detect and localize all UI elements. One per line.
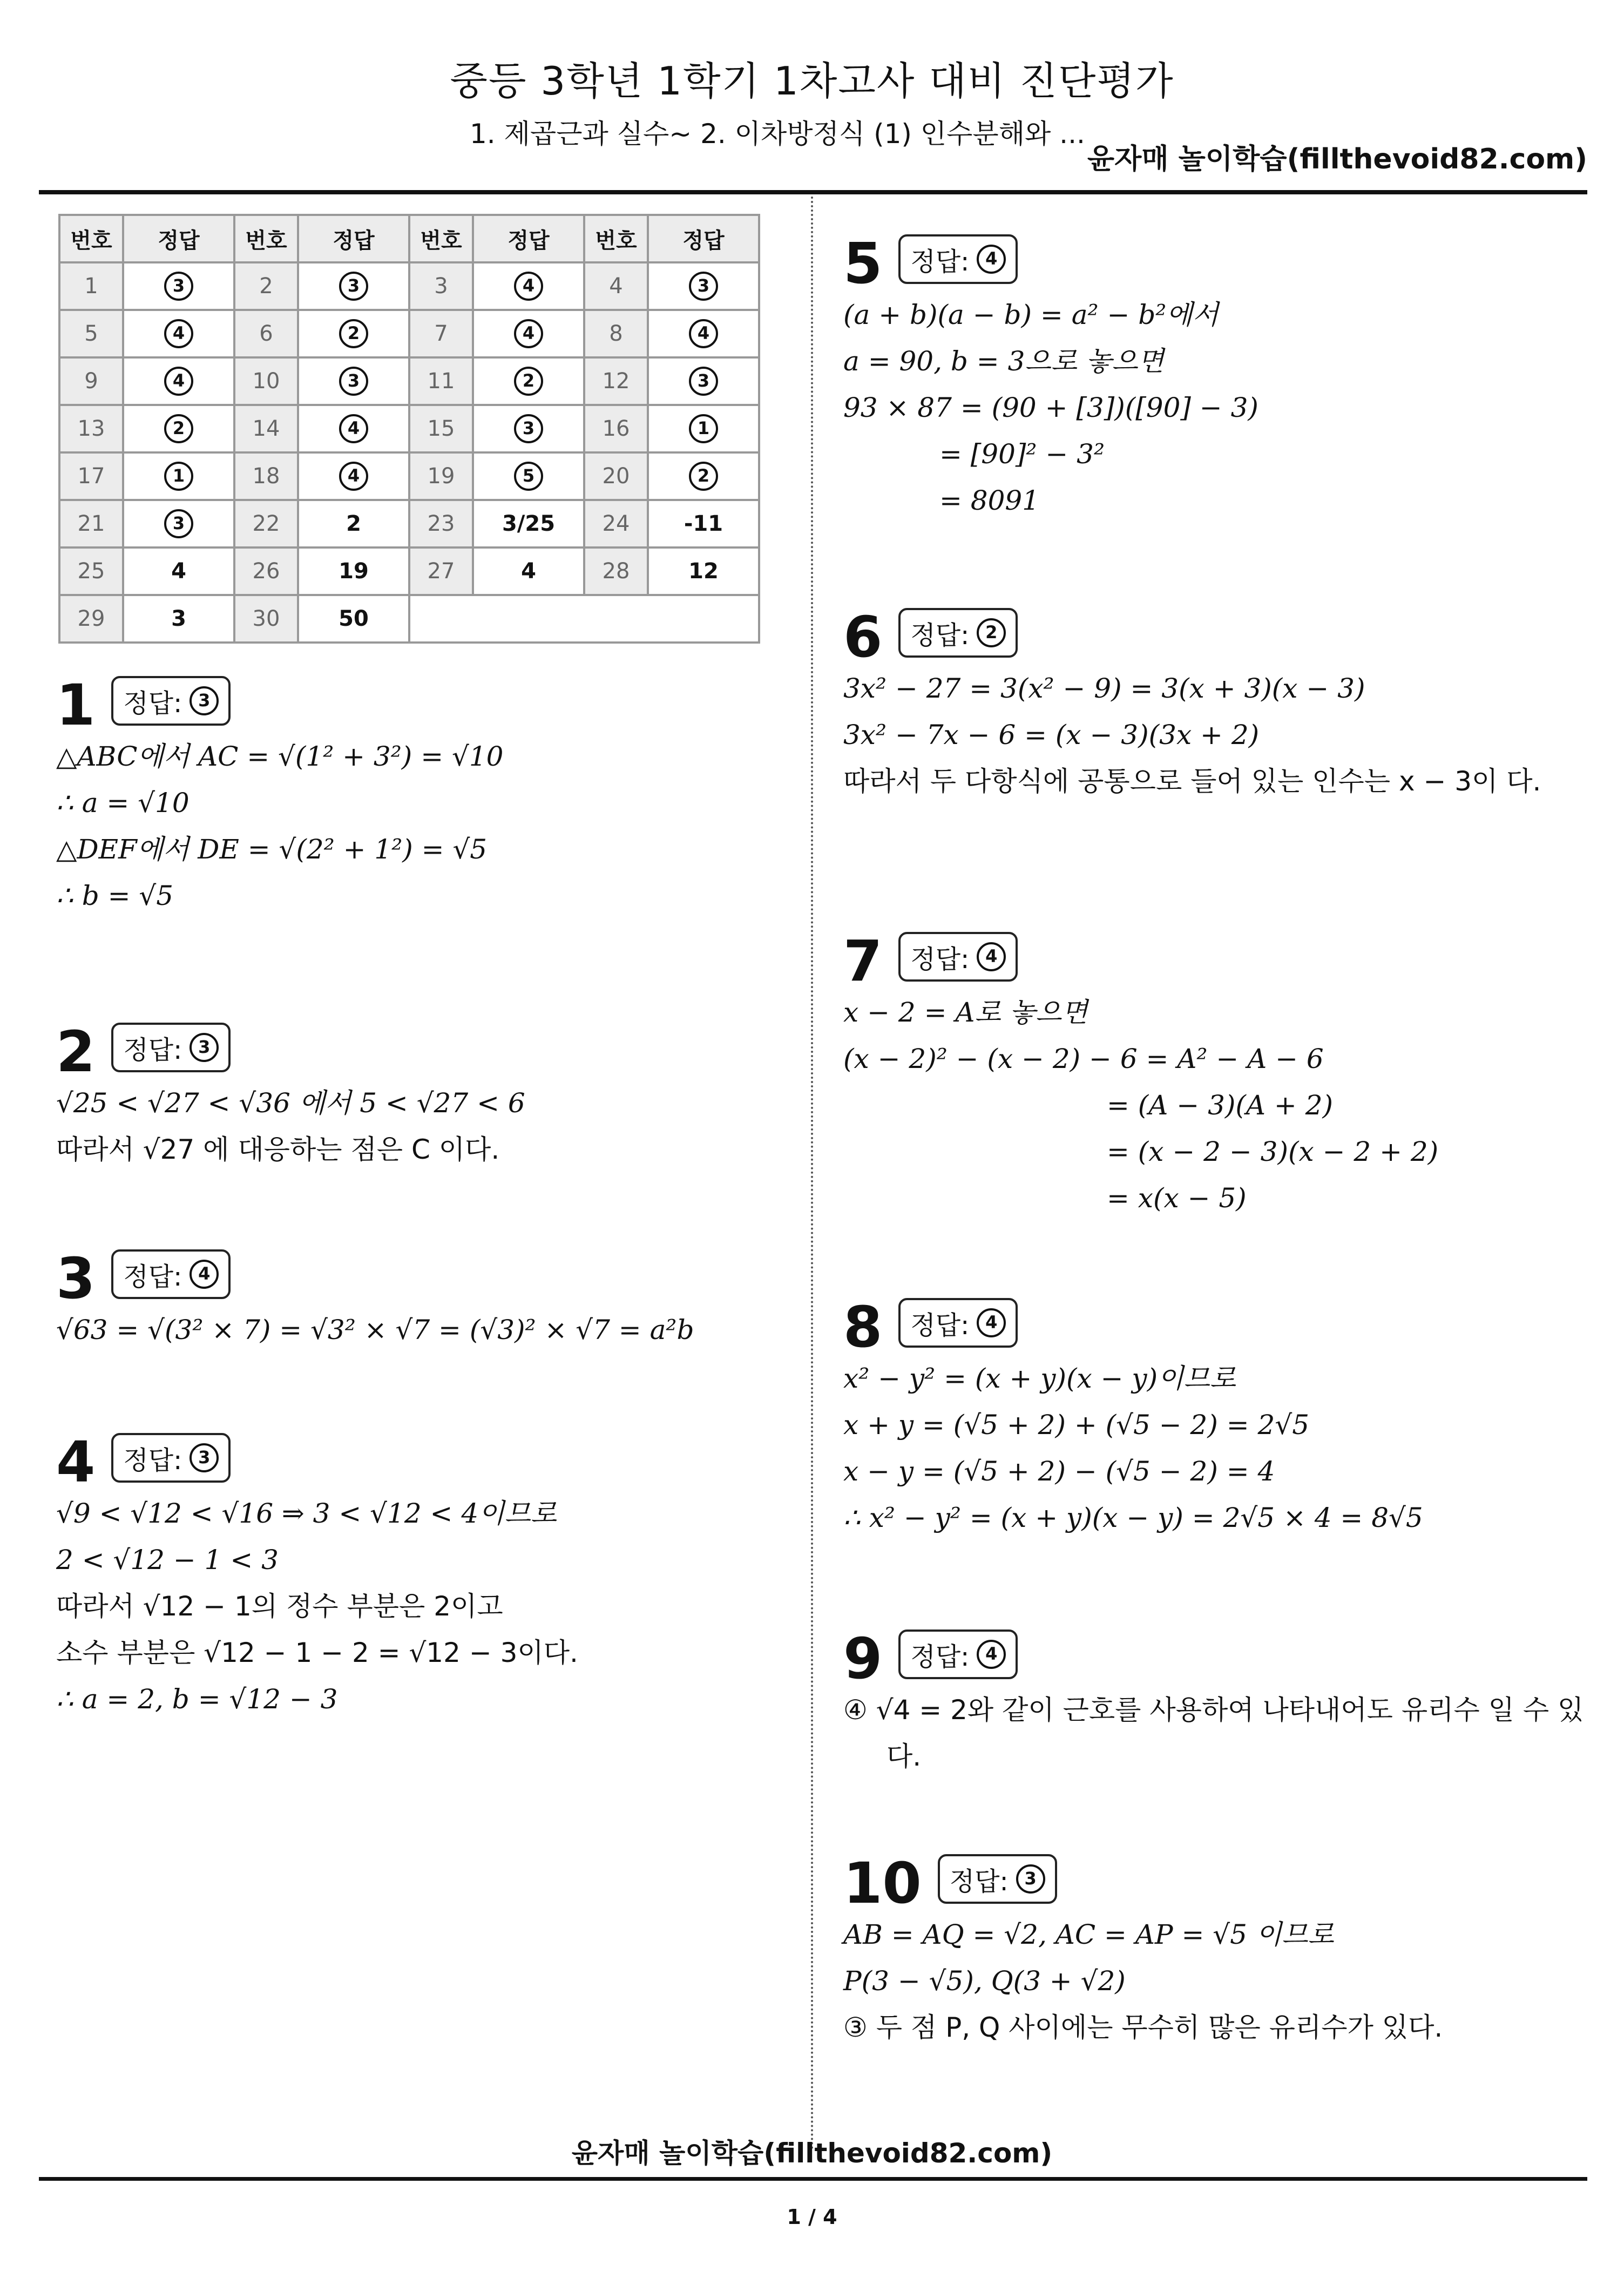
circled-answer: 4 (164, 367, 193, 396)
question-number-cell: 2 (234, 262, 298, 310)
solution-6 (843, 600, 1561, 804)
circled-answer: 3 (190, 1033, 219, 1062)
solution-line: √25 < √27 < √36 에서 5 < √27 < 6 (56, 1087, 525, 1119)
circled-answer: 2 (164, 414, 193, 443)
question-number-cell: 24 (584, 500, 648, 547)
question-number-cell: 18 (234, 452, 298, 500)
solution-line: ④ √4 = 2와 같이 근호를 사용하여 나타내어도 유리수 일 수 있다. (843, 1694, 1584, 1772)
answer-badge (898, 234, 1018, 284)
question-number-cell: 20 (584, 452, 648, 500)
solution-line: ③ 두 점 P, Q 사이에는 무수히 많은 유리수가 있다. (843, 2012, 1443, 2043)
answer-badge (898, 1630, 1018, 1679)
solution-line: ∴ b = √5 (56, 880, 174, 911)
solution-line: 소수 부분은 √12 − 1 − 2 = √12 − 3이다. (56, 1637, 578, 1668)
solution-line: = (x − 2 − 3)(x − 2 + 2) (1107, 1136, 1439, 1167)
circled-answer: 3 (689, 272, 718, 301)
question-number-cell: 9 (59, 357, 123, 405)
question-number: 8 (843, 1294, 883, 1360)
question-number-cell: 26 (234, 547, 298, 595)
header-number: 번호 (59, 215, 123, 262)
question-number-cell: 14 (234, 405, 298, 452)
question-number-cell: 13 (59, 405, 123, 452)
circled-answer: 4 (190, 1260, 219, 1289)
header-answer: 정답 (648, 215, 759, 262)
question-number: 3 (56, 1246, 96, 1311)
answer-cell (298, 262, 409, 310)
solution-line: 따라서 √12 − 1의 정수 부분은 2이고 (56, 1591, 503, 1622)
solution-line: = (A − 3)(A + 2) (1107, 1090, 1334, 1121)
solution-line: 2 < √12 − 1 < 3 (56, 1544, 279, 1576)
question-number-cell: 5 (59, 310, 123, 357)
solution-8 (843, 1290, 1561, 1541)
circled-answer: 4 (164, 319, 193, 348)
question-number: 2 (56, 1019, 96, 1085)
header-rule (39, 190, 1587, 194)
answer-label: 정답: (910, 1310, 970, 1341)
circled-answer: 2 (689, 462, 718, 491)
question-number: 10 (843, 1850, 922, 1916)
answer-cell (298, 357, 409, 405)
answer-table-row (59, 500, 759, 547)
circled-answer: 4 (339, 462, 368, 491)
solution-10 (843, 1847, 1561, 2051)
page-number: 1 / 4 (787, 2205, 837, 2229)
brand-label-bottom: 윤자매 놀이학습(fillthevoid82.com) (571, 2138, 1053, 2169)
solution-line: a = 90, b = 3으로 놓으면 (843, 346, 1164, 377)
question-number-cell: 22 (234, 500, 298, 547)
answer-badge (111, 676, 231, 726)
answer-cell: -11 (648, 500, 759, 547)
answer-badge (898, 932, 1018, 982)
answer-badge (938, 1854, 1057, 1904)
answer-table-row (59, 357, 759, 405)
answer-cell (648, 357, 759, 405)
empty-cell (409, 595, 759, 643)
question-number: 6 (843, 604, 883, 670)
answer-cell (123, 262, 234, 310)
header-number: 번호 (234, 215, 298, 262)
column-divider (811, 197, 813, 2151)
header-answer: 정답 (473, 215, 584, 262)
answer-cell (648, 262, 759, 310)
answer-cell (473, 310, 584, 357)
solution-line: ∴ a = √10 (56, 787, 190, 819)
answer-cell (123, 405, 234, 452)
answer-cell (648, 405, 759, 452)
question-number-cell: 28 (584, 547, 648, 595)
solution-line: x − y = (√5 + 2) − (√5 − 2) = 4 (843, 1456, 1275, 1487)
answer-label: 정답: (910, 944, 970, 975)
solution-4 (56, 1425, 774, 1722)
question-number-cell: 11 (409, 357, 473, 405)
solution-line: = [90]² − 3² (939, 438, 1105, 470)
question-number-cell: 8 (584, 310, 648, 357)
solution-3 (56, 1242, 774, 1353)
question-number: 5 (843, 231, 883, 296)
question-number-cell: 25 (59, 547, 123, 595)
question-number: 4 (56, 1429, 96, 1495)
circled-answer: 4 (689, 319, 718, 348)
answer-cell (123, 452, 234, 500)
circled-answer: 3 (164, 272, 193, 301)
answer-table-row (59, 595, 759, 643)
question-number-cell: 30 (234, 595, 298, 643)
circled-answer: 4 (977, 1308, 1006, 1337)
answer-cell: 2 (298, 500, 409, 547)
header-answer: 정답 (298, 215, 409, 262)
answer-label: 정답: (123, 1445, 182, 1476)
answer-cell (473, 357, 584, 405)
answer-table-row (59, 452, 759, 500)
answer-cell: 19 (298, 547, 409, 595)
solution-5 (843, 227, 1561, 524)
circled-answer: 1 (164, 462, 193, 491)
answer-table-row (59, 547, 759, 595)
answer-cell (298, 310, 409, 357)
solution-line: x + y = (√5 + 2) + (√5 − 2) = 2√5 (843, 1409, 1310, 1441)
circled-answer: 4 (977, 1640, 1006, 1669)
circled-answer: 1 (689, 414, 718, 443)
question-number-cell: 10 (234, 357, 298, 405)
solution-line: 따라서 √27 에 대응하는 점은 C 이다. (56, 1134, 500, 1165)
solution-line: √9 < √12 < √16 ⇒ 3 < √12 < 4이므로 (56, 1498, 557, 1529)
answer-cell (473, 452, 584, 500)
solution-line: △DEF에서 DE = √(2² + 1²) = √5 (56, 834, 488, 865)
solution-line: ∴ x² − y² = (x + y)(x − y) = 2√5 × 4 = 8√5 (843, 1502, 1423, 1533)
brand-label-top: 윤자매 놀이학습(fillthevoid82.com) (1087, 143, 1587, 175)
answer-label: 정답: (123, 688, 182, 719)
question-number-cell: 7 (409, 310, 473, 357)
solution-line: △ABC에서 AC = √(1² + 3²) = √10 (56, 741, 504, 772)
question-number-cell: 15 (409, 405, 473, 452)
solution-line: (x − 2)² − (x − 2) − 6 = A² − A − 6 (843, 1043, 1324, 1074)
solution-line: AB = AQ = √2, AC = AP = √5 이므로 (843, 1919, 1334, 1950)
circled-answer: 3 (514, 414, 543, 443)
answer-cell: 50 (298, 595, 409, 643)
circled-answer: 3 (339, 272, 368, 301)
question-number-cell: 3 (409, 262, 473, 310)
answer-badge (898, 608, 1018, 658)
solution-line: x² − y² = (x + y)(x − y)이므로 (843, 1363, 1236, 1394)
question-number-cell: 6 (234, 310, 298, 357)
answer-cell (123, 357, 234, 405)
document-title: 중등 3학년 1학기 1차고사 대비 진단평가 (450, 58, 1174, 104)
solution-1 (56, 668, 774, 919)
question-number-cell: 4 (584, 262, 648, 310)
answer-cell (298, 405, 409, 452)
solution-line: 93 × 87 = (90 + [3])([90] − 3) (843, 392, 1258, 423)
solution-9 (843, 1622, 1584, 1780)
circled-answer: 2 (339, 319, 368, 348)
circled-answer: 4 (514, 272, 543, 301)
answer-label: 정답: (910, 1641, 970, 1672)
header-number: 번호 (584, 215, 648, 262)
answer-cell: 3/25 (473, 500, 584, 547)
circled-answer: 3 (689, 367, 718, 396)
solution-line: (a + b)(a − b) = a² − b²에서 (843, 299, 1219, 330)
header-number: 번호 (409, 215, 473, 262)
question-number-cell: 29 (59, 595, 123, 643)
solution-line: x − 2 = A로 놓으면 (843, 997, 1088, 1028)
answer-cell (473, 262, 584, 310)
question-number-cell: 23 (409, 500, 473, 547)
answer-key-table (58, 214, 760, 644)
answer-table-row (59, 310, 759, 357)
answer-label: 정답: (123, 1261, 182, 1292)
question-number-cell: 16 (584, 405, 648, 452)
circled-answer: 3 (339, 367, 368, 396)
question-number-cell: 17 (59, 452, 123, 500)
circled-answer: 4 (977, 245, 1006, 274)
answer-label: 정답: (949, 1866, 1009, 1897)
answer-label: 정답: (910, 620, 970, 651)
circled-answer: 3 (190, 686, 219, 715)
solution-line: 3x² − 7x − 6 = (x − 3)(3x + 2) (843, 719, 1260, 751)
answer-badge (111, 1023, 231, 1072)
question-number: 9 (843, 1626, 883, 1692)
answer-cell: 4 (123, 547, 234, 595)
answer-cell (123, 500, 234, 547)
answer-badge (898, 1298, 1018, 1348)
answer-badge (111, 1249, 231, 1299)
circled-answer: 4 (339, 414, 368, 443)
solution-line: = 8091 (939, 485, 1040, 516)
answer-table-row (59, 262, 759, 310)
header-answer: 정답 (123, 215, 234, 262)
answer-cell (123, 310, 234, 357)
circled-answer: 5 (514, 462, 543, 491)
solution-line: ∴ a = 2, b = √12 − 3 (56, 1683, 338, 1715)
question-number-cell: 19 (409, 452, 473, 500)
answer-label: 정답: (910, 246, 970, 277)
answer-table-header-row (59, 215, 759, 262)
footer-rule (39, 2177, 1587, 2181)
question-number-cell: 12 (584, 357, 648, 405)
solution-7 (843, 924, 1561, 1221)
answer-cell (473, 405, 584, 452)
circled-answer: 2 (977, 618, 1006, 647)
answer-cell: 4 (473, 547, 584, 595)
answer-cell (648, 310, 759, 357)
circled-answer: 4 (514, 319, 543, 348)
answer-cell: 3 (123, 595, 234, 643)
document-subtitle: 1. 제곱근과 실수~ 2. 이차방정식 (1) 인수분해와 ... (470, 118, 1085, 150)
solution-2 (56, 1015, 774, 1173)
solution-line: = x(x − 5) (1107, 1182, 1247, 1214)
answer-table-row (59, 405, 759, 452)
solution-line: P(3 − √5), Q(3 + √2) (843, 1965, 1126, 1997)
question-number-cell: 21 (59, 500, 123, 547)
question-number: 1 (56, 672, 96, 738)
solution-line: 3x² − 27 = 3(x² − 9) = 3(x + 3)(x − 3) (843, 673, 1365, 704)
question-number-cell: 1 (59, 262, 123, 310)
circled-answer: 3 (190, 1443, 219, 1472)
answer-badge (111, 1433, 231, 1483)
solution-line: √63 = √(3² × 7) = √3² × √7 = (√3)² × √7 = a²b (56, 1314, 694, 1346)
circled-answer: 3 (164, 509, 193, 538)
circled-answer: 4 (977, 942, 1006, 971)
answer-label: 정답: (123, 1035, 182, 1065)
circled-answer: 3 (1016, 1864, 1045, 1894)
circled-answer: 2 (514, 367, 543, 396)
question-number-cell: 27 (409, 547, 473, 595)
answer-cell (298, 452, 409, 500)
answer-cell: 12 (648, 547, 759, 595)
answer-cell (648, 452, 759, 500)
question-number: 7 (843, 928, 883, 994)
solution-line: 따라서 두 다항식에 공통으로 들어 있는 인수는 x − 3이 다. (843, 766, 1541, 797)
